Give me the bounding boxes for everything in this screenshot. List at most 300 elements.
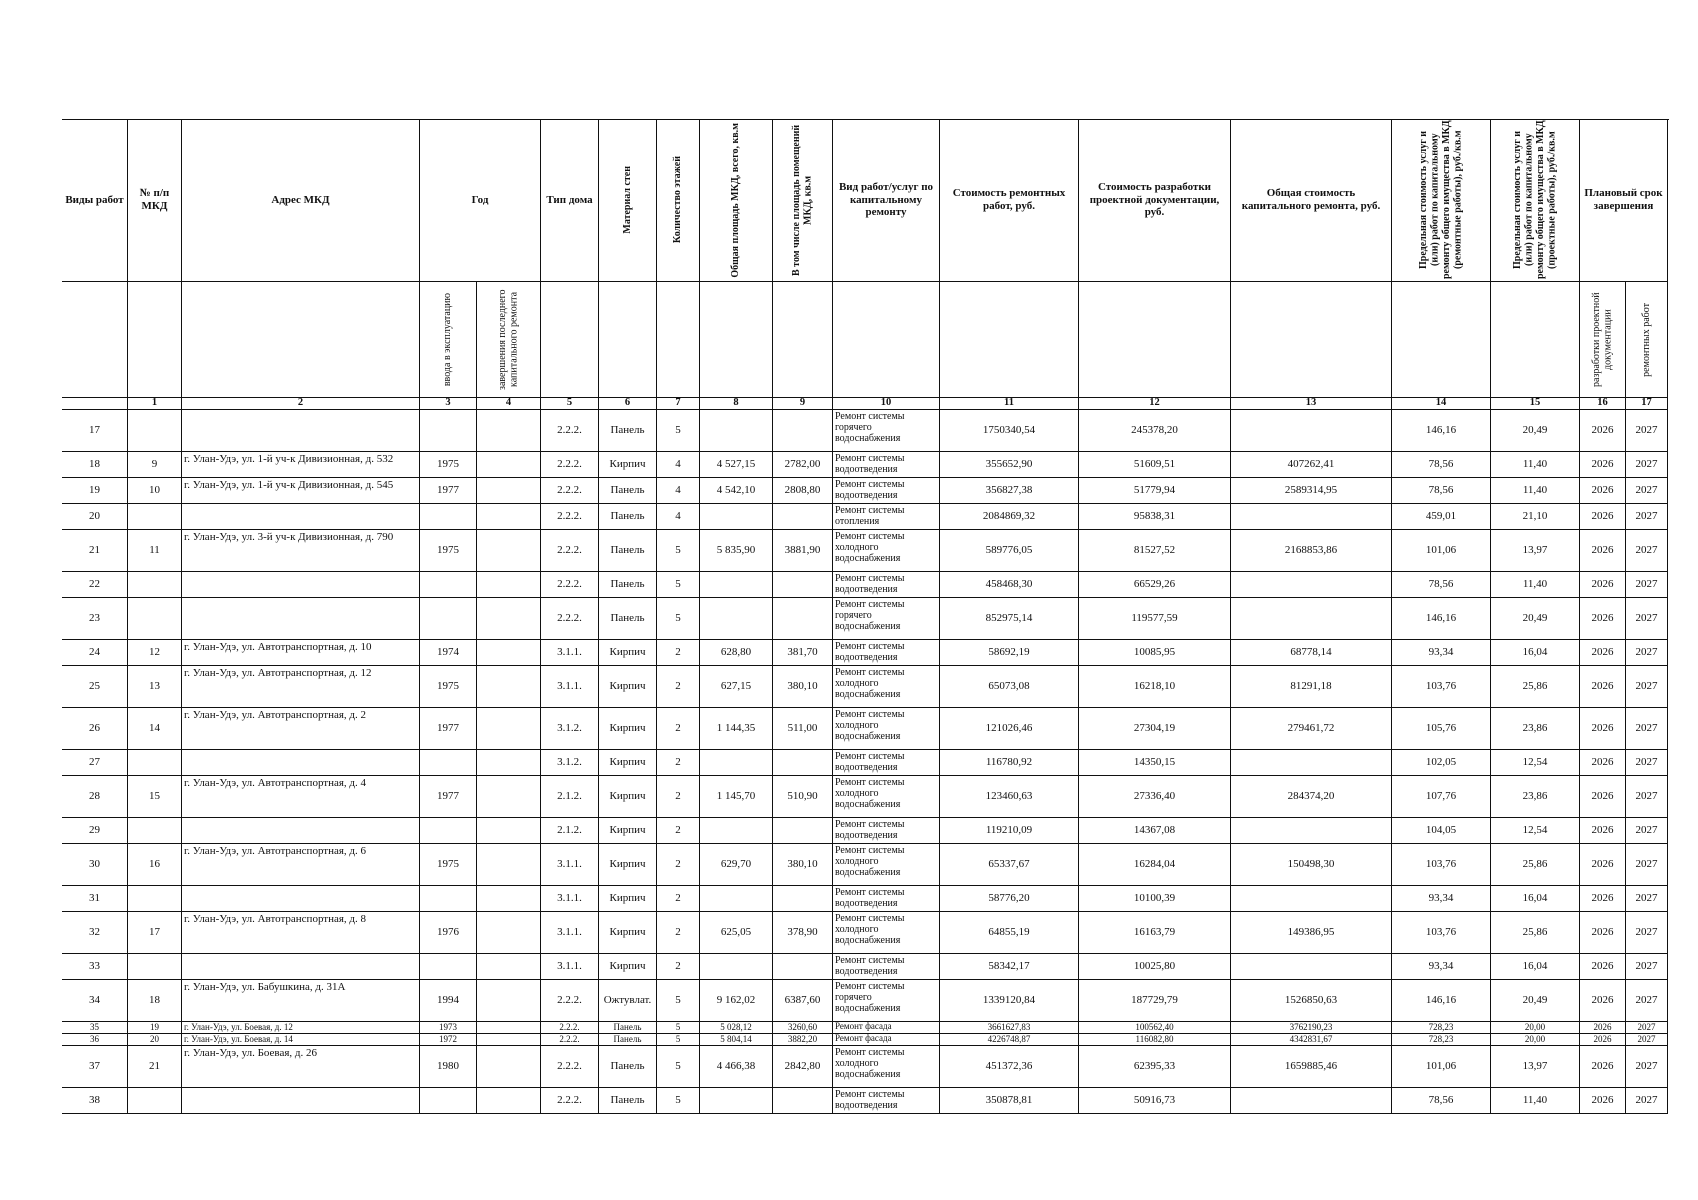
total-cost: 4342831,67: [1231, 1034, 1392, 1046]
total-area: [700, 1088, 773, 1114]
address: г. Улан-Удэ, ул. Бабушкина, д. 31А: [182, 980, 420, 1022]
row-number: 30: [62, 844, 128, 886]
repair-cost: 58342,17: [940, 954, 1079, 980]
floors: 2: [657, 776, 700, 818]
repair-cost: 58692,19: [940, 640, 1079, 666]
design-cost: 100562,40: [1079, 1022, 1231, 1034]
address: г. Улан-Удэ, ул. 1-й уч-к Дивизионная, д. 532: [182, 452, 420, 478]
header-sub-empty: [541, 282, 599, 398]
house-type: 2.2.2.: [541, 452, 599, 478]
premises-area: [773, 410, 833, 452]
work-kind: Ремонт системы водоотведения: [833, 1088, 940, 1114]
column-number: 17: [1626, 398, 1668, 410]
design-cost: 16284,04: [1079, 844, 1231, 886]
limit-design: 20,49: [1491, 980, 1580, 1022]
total-area: [700, 954, 773, 980]
row-number: 27: [62, 750, 128, 776]
header-sub-empty: [940, 282, 1079, 398]
year-commission: 1977: [420, 708, 477, 750]
column-number: 3: [420, 398, 477, 410]
total-area: 5 835,90: [700, 530, 773, 572]
wall-material: Панель: [599, 504, 657, 530]
limit-design: 20,49: [1491, 410, 1580, 452]
design-cost: 95838,31: [1079, 504, 1231, 530]
floors: 5: [657, 530, 700, 572]
repair-cost: 355652,90: [940, 452, 1079, 478]
header-year-last-repair: [477, 282, 541, 398]
row-number: 29: [62, 818, 128, 844]
design-cost: 10100,39: [1079, 886, 1231, 912]
work-kind: Ремонт системы холодного водоснабжения: [833, 1046, 940, 1088]
address: [182, 750, 420, 776]
header-work-kind: Вид работ/услуг по капитальному ремонту: [833, 119, 940, 282]
total-area: 9 162,02: [700, 980, 773, 1022]
work-kind: Ремонт системы водоотведения: [833, 452, 940, 478]
term-design: 2026: [1580, 912, 1626, 954]
term-design: 2026: [1580, 954, 1626, 980]
total-cost: [1231, 1088, 1392, 1114]
row-number: 20: [62, 504, 128, 530]
year-last-repair: [477, 776, 541, 818]
term-design: 2026: [1580, 1034, 1626, 1046]
repair-cost: 3661627,83: [940, 1022, 1079, 1034]
limit-repair: 459,01: [1392, 504, 1491, 530]
year-commission: 1975: [420, 530, 477, 572]
repair-cost: 123460,63: [940, 776, 1079, 818]
mkd-number: [128, 598, 182, 640]
repair-cost: 350878,81: [940, 1088, 1079, 1114]
total-cost: [1231, 410, 1392, 452]
row-number: 28: [62, 776, 128, 818]
total-area: [700, 410, 773, 452]
mkd-number: 10: [128, 478, 182, 504]
floors: 4: [657, 478, 700, 504]
year-last-repair: [477, 572, 541, 598]
year-commission: 1994: [420, 980, 477, 1022]
floors: 5: [657, 1046, 700, 1088]
limit-repair: 78,56: [1392, 452, 1491, 478]
term-repair: 2027: [1626, 776, 1668, 818]
term-design: 2026: [1580, 598, 1626, 640]
header-sub-empty: [773, 282, 833, 398]
year-last-repair: [477, 1046, 541, 1088]
house-type: 2.2.2.: [541, 1022, 599, 1034]
work-kind: Ремонт системы холодного водоснабжения: [833, 666, 940, 708]
address: г. Улан-Удэ, ул. Автотранспортная, д. 10: [182, 640, 420, 666]
repair-cost: 1339120,84: [940, 980, 1079, 1022]
term-design: 2026: [1580, 504, 1626, 530]
header-limit-repair: [1392, 119, 1491, 282]
total-cost: 3762190,23: [1231, 1022, 1392, 1034]
year-commission: 1975: [420, 844, 477, 886]
year-commission: 1972: [420, 1034, 477, 1046]
house-type: 3.1.1.: [541, 954, 599, 980]
address: [182, 954, 420, 980]
work-kind: Ремонт системы водоотведения: [833, 478, 940, 504]
work-kind: Ремонт системы холодного водоснабжения: [833, 912, 940, 954]
total-area: 628,80: [700, 640, 773, 666]
header-floors: [657, 119, 700, 282]
header-sub-empty: [1231, 282, 1392, 398]
year-commission: [420, 572, 477, 598]
column-number: 12: [1079, 398, 1231, 410]
limit-design: 16,04: [1491, 954, 1580, 980]
wall-material: Кирпич: [599, 452, 657, 478]
house-type: 2.2.2.: [541, 1034, 599, 1046]
header-year: Год: [420, 119, 541, 282]
header-premises-area: [773, 119, 833, 282]
address: г. Улан-Удэ, ул. Автотранспортная, д. 12: [182, 666, 420, 708]
term-repair: 2027: [1626, 530, 1668, 572]
mkd-number: 18: [128, 980, 182, 1022]
row-number: 25: [62, 666, 128, 708]
year-last-repair: [477, 666, 541, 708]
term-repair: 2027: [1626, 478, 1668, 504]
row-number: 26: [62, 708, 128, 750]
year-last-repair: [477, 844, 541, 886]
wall-material: Панель: [599, 1046, 657, 1088]
header-year-commission-text: ввода в эксплуатацию: [442, 292, 454, 387]
total-area: 4 527,15: [700, 452, 773, 478]
limit-repair: 103,76: [1392, 666, 1491, 708]
column-number: 15: [1491, 398, 1580, 410]
premises-area: [773, 598, 833, 640]
year-commission: [420, 818, 477, 844]
header-sub-empty: [833, 282, 940, 398]
floors: 5: [657, 1034, 700, 1046]
header-limit-repair-text: Предельная стоимость услуг и (или) работ по капитальному ремонту общего имущества в МКД (ремонтные работы), руб./кв.м: [1418, 120, 1464, 280]
year-last-repair: [477, 1022, 541, 1034]
mkd-number: 14: [128, 708, 182, 750]
total-area: [700, 750, 773, 776]
limit-repair: 104,05: [1392, 818, 1491, 844]
limit-design: 20,49: [1491, 598, 1580, 640]
total-cost: [1231, 954, 1392, 980]
year-commission: [420, 954, 477, 980]
floors: 2: [657, 844, 700, 886]
header-year-last-repair-text: завершения последнего капитального ремонта: [497, 289, 520, 390]
column-number: 2: [182, 398, 420, 410]
design-cost: 10025,80: [1079, 954, 1231, 980]
repair-cost: 65337,67: [940, 844, 1079, 886]
floors: 2: [657, 750, 700, 776]
header-sub-empty: [1491, 282, 1580, 398]
floors: 2: [657, 886, 700, 912]
year-commission: 1977: [420, 478, 477, 504]
design-cost: 245378,20: [1079, 410, 1231, 452]
header-total-cost: Общая стоимость капитального ремонта, руб.: [1231, 119, 1392, 282]
limit-design: 13,97: [1491, 530, 1580, 572]
year-commission: 1976: [420, 912, 477, 954]
house-type: 2.2.2.: [541, 572, 599, 598]
header-address: Адрес МКД: [182, 119, 420, 282]
total-area: 4 466,38: [700, 1046, 773, 1088]
floors: 5: [657, 1022, 700, 1034]
wall-material: Кирпич: [599, 666, 657, 708]
limit-repair: 146,16: [1392, 598, 1491, 640]
header-total-area-text: Общая площадь МКД, всего, кв.м: [730, 122, 742, 278]
term-repair: 2027: [1626, 1088, 1668, 1114]
column-number: 5: [541, 398, 599, 410]
mkd-number: [128, 410, 182, 452]
term-design: 2026: [1580, 1022, 1626, 1034]
address: [182, 1088, 420, 1114]
year-last-repair: [477, 452, 541, 478]
house-type: 2.2.2.: [541, 530, 599, 572]
address: г. Улан-Удэ, ул. Автотранспортная, д. 6: [182, 844, 420, 886]
term-repair: 2027: [1626, 410, 1668, 452]
address: г. Улан-Удэ, ул. Автотранспортная, д. 4: [182, 776, 420, 818]
year-last-repair: [477, 1034, 541, 1046]
limit-repair: 78,56: [1392, 1088, 1491, 1114]
header-premises-area-text: В том числе площадь помещений МКД, кв.м: [791, 124, 814, 276]
term-design: 2026: [1580, 452, 1626, 478]
column-number: 6: [599, 398, 657, 410]
limit-design: 25,86: [1491, 912, 1580, 954]
house-type: 3.1.1.: [541, 640, 599, 666]
year-last-repair: [477, 708, 541, 750]
repair-cost: 119210,09: [940, 818, 1079, 844]
limit-design: 11,40: [1491, 572, 1580, 598]
header-sub-empty: [128, 282, 182, 398]
limit-design: 12,54: [1491, 750, 1580, 776]
limit-repair: 146,16: [1392, 410, 1491, 452]
mkd-number: [128, 818, 182, 844]
wall-material: Панель: [599, 572, 657, 598]
header-year-commission: [420, 282, 477, 398]
term-design: 2026: [1580, 666, 1626, 708]
year-last-repair: [477, 750, 541, 776]
address: г. Улан-Удэ, ул. Боевая, д. 26: [182, 1046, 420, 1088]
header-house-type: Тип дома: [541, 119, 599, 282]
limit-repair: 101,06: [1392, 530, 1491, 572]
premises-area: 381,70: [773, 640, 833, 666]
mkd-number: 19: [128, 1022, 182, 1034]
address: [182, 598, 420, 640]
column-number: 8: [700, 398, 773, 410]
mkd-number: 15: [128, 776, 182, 818]
work-kind: Ремонт системы водоотведения: [833, 818, 940, 844]
repair-cost: 458468,30: [940, 572, 1079, 598]
term-repair: 2027: [1626, 1034, 1668, 1046]
wall-material: Кирпич: [599, 750, 657, 776]
wall-material: Ожтувлат.: [599, 980, 657, 1022]
work-kind: Ремонт системы холодного водоснабжения: [833, 530, 940, 572]
design-cost: 16163,79: [1079, 912, 1231, 954]
limit-design: 23,86: [1491, 708, 1580, 750]
header-wall-material-text: Материал стен: [621, 166, 633, 234]
mkd-number: [128, 504, 182, 530]
header-term-repair-text: ремонтных работ: [1640, 302, 1652, 377]
work-kind: Ремонт системы водоотведения: [833, 750, 940, 776]
total-cost: [1231, 598, 1392, 640]
term-repair: 2027: [1626, 912, 1668, 954]
house-type: 2.2.2.: [541, 478, 599, 504]
mkd-number: 9: [128, 452, 182, 478]
term-design: 2026: [1580, 1088, 1626, 1114]
repair-cost: 116780,92: [940, 750, 1079, 776]
header-sub-empty: [700, 282, 773, 398]
address: г. Улан-Удэ, ул. Автотранспортная, д. 2: [182, 708, 420, 750]
limit-repair: 102,05: [1392, 750, 1491, 776]
limit-repair: 728,23: [1392, 1034, 1491, 1046]
wall-material: Кирпич: [599, 912, 657, 954]
mkd-number: 12: [128, 640, 182, 666]
total-area: 625,05: [700, 912, 773, 954]
limit-design: 16,04: [1491, 640, 1580, 666]
year-commission: 1977: [420, 776, 477, 818]
year-commission: 1975: [420, 452, 477, 478]
total-cost: [1231, 818, 1392, 844]
header-work-types: Виды работ: [62, 119, 128, 282]
limit-repair: 78,56: [1392, 478, 1491, 504]
premises-area: [773, 954, 833, 980]
address: г. Улан-Удэ, ул. Боевая, д. 12: [182, 1022, 420, 1034]
term-design: 2026: [1580, 640, 1626, 666]
floors: 5: [657, 410, 700, 452]
limit-repair: 78,56: [1392, 572, 1491, 598]
design-cost: 50916,73: [1079, 1088, 1231, 1114]
wall-material: Кирпич: [599, 886, 657, 912]
header-design-cost: Стоимость разработки проектной документации, руб.: [1079, 119, 1231, 282]
design-cost: 116082,80: [1079, 1034, 1231, 1046]
term-design: 2026: [1580, 818, 1626, 844]
total-cost: 2589314,95: [1231, 478, 1392, 504]
house-type: 2.2.2.: [541, 598, 599, 640]
term-repair: 2027: [1626, 572, 1668, 598]
header-mkd-number: № п/п МКД: [128, 119, 182, 282]
header-limit-design-text: Предельная стоимость услуг и (или) работ по капитальному ремонту общего имущества в МКД (проектные работы), руб./кв.м: [1512, 120, 1558, 280]
row-number: 38: [62, 1088, 128, 1114]
design-cost: 14350,15: [1079, 750, 1231, 776]
work-kind: Ремонт системы горячего водоснабжения: [833, 598, 940, 640]
header-term-repair: [1626, 282, 1668, 398]
repair-cost: 65073,08: [940, 666, 1079, 708]
term-design: 2026: [1580, 1046, 1626, 1088]
column-number: 4: [477, 398, 541, 410]
address: г. Улан-Удэ, ул. 3-й уч-к Дивизионная, д. 790: [182, 530, 420, 572]
house-type: 2.2.2.: [541, 1088, 599, 1114]
floors: 2: [657, 912, 700, 954]
term-repair: 2027: [1626, 452, 1668, 478]
house-type: 3.1.1.: [541, 912, 599, 954]
design-cost: 51779,94: [1079, 478, 1231, 504]
total-area: 5 804,14: [700, 1034, 773, 1046]
year-last-repair: [477, 912, 541, 954]
total-cost: [1231, 572, 1392, 598]
limit-repair: 105,76: [1392, 708, 1491, 750]
limit-repair: 101,06: [1392, 1046, 1491, 1088]
row-number: 23: [62, 598, 128, 640]
total-cost: 81291,18: [1231, 666, 1392, 708]
work-kind: Ремонт системы водоотведения: [833, 572, 940, 598]
floors: 4: [657, 504, 700, 530]
header-repair-cost: Стоимость ремонтных работ, руб.: [940, 119, 1079, 282]
repair-cost: 589776,05: [940, 530, 1079, 572]
wall-material: Кирпич: [599, 708, 657, 750]
term-repair: 2027: [1626, 750, 1668, 776]
total-cost: 2168853,86: [1231, 530, 1392, 572]
mkd-number: 16: [128, 844, 182, 886]
year-last-repair: [477, 980, 541, 1022]
row-number: 21: [62, 530, 128, 572]
column-number: 1: [128, 398, 182, 410]
limit-design: 11,40: [1491, 478, 1580, 504]
term-design: 2026: [1580, 478, 1626, 504]
house-type: 3.1.1.: [541, 886, 599, 912]
premises-area: 2782,00: [773, 452, 833, 478]
header-sub-empty: [657, 282, 700, 398]
header-sub-empty: [182, 282, 420, 398]
work-kind: Ремонт системы горячего водоснабжения: [833, 980, 940, 1022]
wall-material: Панель: [599, 530, 657, 572]
limit-repair: 93,34: [1392, 640, 1491, 666]
row-number: 18: [62, 452, 128, 478]
premises-area: 380,10: [773, 666, 833, 708]
design-cost: 14367,08: [1079, 818, 1231, 844]
premises-area: [773, 750, 833, 776]
house-type: 3.1.2.: [541, 750, 599, 776]
floors: 5: [657, 572, 700, 598]
wall-material: Панель: [599, 1022, 657, 1034]
term-design: 2026: [1580, 886, 1626, 912]
column-number: 11: [940, 398, 1079, 410]
year-commission: 1973: [420, 1022, 477, 1034]
header-sub-empty: [62, 282, 128, 398]
premises-area: [773, 886, 833, 912]
design-cost: 27304,19: [1079, 708, 1231, 750]
limit-repair: 146,16: [1392, 980, 1491, 1022]
total-area: 627,15: [700, 666, 773, 708]
limit-design: 20,00: [1491, 1034, 1580, 1046]
mkd-number: 21: [128, 1046, 182, 1088]
term-design: 2026: [1580, 708, 1626, 750]
premises-area: 3881,90: [773, 530, 833, 572]
wall-material: Панель: [599, 598, 657, 640]
header-wall-material: [599, 119, 657, 282]
total-cost: 1659885,46: [1231, 1046, 1392, 1088]
term-repair: 2027: [1626, 1022, 1668, 1034]
work-kind: Ремонт системы холодного водоснабжения: [833, 776, 940, 818]
total-cost: 150498,30: [1231, 844, 1392, 886]
floors: 2: [657, 666, 700, 708]
floors: 2: [657, 708, 700, 750]
mkd-number: [128, 954, 182, 980]
premises-area: 378,90: [773, 912, 833, 954]
term-repair: 2027: [1626, 504, 1668, 530]
mkd-number: 20: [128, 1034, 182, 1046]
mkd-number: [128, 572, 182, 598]
repair-cost: 356827,38: [940, 478, 1079, 504]
limit-repair: 107,76: [1392, 776, 1491, 818]
column-number: [62, 398, 128, 410]
header-floors-text: Количество этажей: [672, 156, 684, 244]
address: [182, 572, 420, 598]
premises-area: 2808,80: [773, 478, 833, 504]
term-repair: 2027: [1626, 818, 1668, 844]
address: г. Улан-Удэ, ул. Автотранспортная, д. 8: [182, 912, 420, 954]
year-last-repair: [477, 640, 541, 666]
limit-repair: 103,76: [1392, 912, 1491, 954]
total-cost: [1231, 750, 1392, 776]
year-commission: 1980: [420, 1046, 477, 1088]
limit-design: 16,04: [1491, 886, 1580, 912]
premises-area: [773, 504, 833, 530]
mkd-number: [128, 750, 182, 776]
repair-cost: 121026,46: [940, 708, 1079, 750]
design-cost: 10085,95: [1079, 640, 1231, 666]
row-number: 34: [62, 980, 128, 1022]
